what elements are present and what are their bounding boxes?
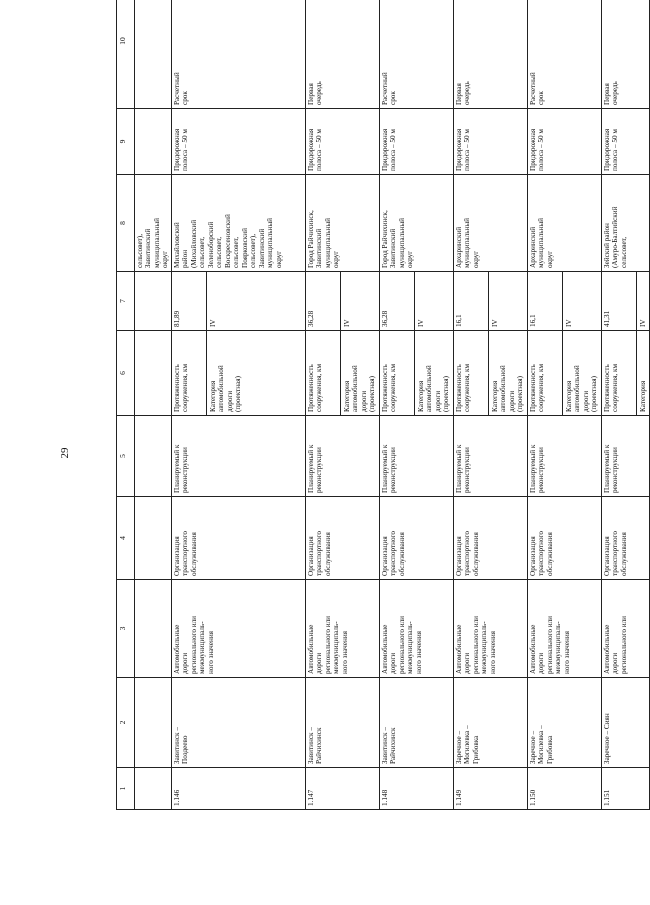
object-name-cell: Заречное – Могилевка – Грибовка [453,678,527,768]
term-cell: Первая очередь [453,0,527,109]
zone-cell: Придорожная полоса – 50 м [171,109,305,175]
object-type-cell: Автомобильные дороги регионального или межмуниципаль- ного значения [171,580,305,678]
table-body [171,0,649,810]
parameter-category: Категория [638,380,647,412]
row-number-cell: 1.149 [453,768,527,810]
status-cell: Планируемый к реконструкции [379,416,453,497]
empty-cell [135,331,172,416]
values-cell [453,272,527,331]
object-name-cell: Завитинск – Райчихинск [379,678,453,768]
object-type-cell: Автомобильные дороги регионального или межмуниципаль- ного значения [527,580,601,678]
value-length: 16,1 [454,272,489,330]
page-number: 29 [59,447,71,459]
parameters-cell [527,331,601,416]
infrastructure-table [116,0,650,810]
object-name-cell: Завитинск – Райчихинск [305,678,379,768]
empty-cell [135,416,172,497]
purpose-cell: Организация транспортного обслуживания [171,497,305,580]
value-category: IV [564,319,573,327]
value-length: 36,28 [306,272,341,330]
empty-cell [135,109,172,175]
parameter-length: Протяженность сооружения, км [454,331,489,415]
values-cell [527,272,601,331]
header-cell: 4 [117,497,135,580]
status-cell: Планируемый к реконструкции [453,416,527,497]
location-cell: Михайловский район (Михайловский сельсовет, Зеленоборский сельсовет, Воскресеновский сельсовет, Поярковский сельсовет), Завитинский муниципальный округ [171,175,305,272]
values-cell [601,272,649,331]
value-length: 36,28 [380,272,415,330]
term-cell: Расчетный срок [527,0,601,109]
object-type-cell: Автомобильные дороги регионального или межмуниципаль- ного значения [379,580,453,678]
object-name-cell: Заречное – Могилевка – Грибовка [527,678,601,768]
continuation-row [135,0,172,810]
parameter-length: Протяженность сооружения, км [528,331,563,415]
parameter-length: Протяженность сооружения, км [380,331,415,415]
object-type-cell: Автомобильные дороги регионального или [601,580,649,678]
header-cell: 8 [117,175,135,272]
location-continuation: сельсовет), Завитинский муниципальный округ [135,175,172,272]
zone-cell: Придорожная полоса – 50 м [527,109,601,175]
parameters-cell [171,331,305,416]
value-length: 16,1 [528,272,563,330]
object-name-cell: Заречное – Сиян [601,678,649,768]
object-type-cell: Автомобильные дороги регионального или межмуниципаль- ного значения [305,580,379,678]
location-cell: Город Райчихинск, Завитинский муниципальный округ [305,175,379,272]
term-cell: Первая очередь [305,0,379,109]
empty-cell [135,272,172,331]
value-category: IV [490,319,499,327]
value-category: IV [342,319,351,327]
empty-cell [135,768,172,810]
header-cell: 10 [117,0,135,109]
table-header-row [117,0,135,810]
empty-cell [135,0,172,109]
zone-cell: Придорожная полоса – 50 м [453,109,527,175]
value-category: IV [416,319,425,327]
header-cell: 1 [117,768,135,810]
header-cell: 2 [117,678,135,768]
term-cell: Расчетный срок [379,0,453,109]
header-cell: 7 [117,272,135,331]
rotated-page-content [116,37,647,810]
purpose-cell: Организация транспортного обслуживания [379,497,453,580]
empty-cell [135,497,172,580]
parameter-length: Протяженность сооружения, км [306,331,341,415]
purpose-cell: Организация транспортного обслуживания [527,497,601,580]
table-row [527,0,601,810]
parameters-cell [601,331,649,416]
status-cell: Планируемый к реконструкции [601,416,649,497]
row-number-cell: 1.147 [305,768,379,810]
parameter-category: Категория автомобильной дороги (проектная) [342,365,377,412]
header-cell: 3 [117,580,135,678]
term-cell: Расчетный срок [171,0,305,109]
empty-cell [135,678,172,768]
object-name-cell: Завитинск – Поздеево [171,678,305,768]
parameter-length: Протяженность сооружения, км [172,331,207,415]
row-number-cell: 1.148 [379,768,453,810]
header-cell: 9 [117,109,135,175]
status-cell: Планируемый к реконструкции [527,416,601,497]
table-row [379,0,453,810]
status-cell: Планируемый к реконструкции [171,416,305,497]
parameter-category: Категория автомобильной дороги (проектная) [208,365,243,412]
parameter-length: Протяженность сооружения, км [602,331,637,415]
value-category: IV [638,319,647,327]
zone-cell: Придорожная полоса – 50 м [379,109,453,175]
empty-cell [135,580,172,678]
purpose-cell: Организация транспортного обслуживания [305,497,379,580]
value-category: IV [208,319,217,327]
parameter-category: Категория автомобильной дороги (проектная) [416,365,451,412]
parameter-category: Категория автомобильной дороги (проектная) [490,365,525,412]
row-number-cell: 1.151 [601,768,649,810]
header-cell: 5 [117,416,135,497]
parameters-cell [305,331,379,416]
zone-cell: Придорожная полоса – 50 м [305,109,379,175]
location-cell: Архаринский муниципальный округ [527,175,601,272]
table-row [453,0,527,810]
table-row [171,0,305,810]
table-row [305,0,379,810]
row-number-cell: 1.146 [171,768,305,810]
term-cell: Первая очередь [601,0,649,109]
purpose-cell: Организация транспортного обслуживания [453,497,527,580]
value-length: 81,89 [172,272,207,330]
row-number-cell: 1.150 [527,768,601,810]
location-cell: Архаринский муниципальный округ [453,175,527,272]
object-type-cell: Автомобильные дороги регионального или межмуниципаль- ного значения [453,580,527,678]
values-cell [171,272,305,331]
table-row [601,0,649,810]
values-cell [379,272,453,331]
value-length: 41,31 [602,272,637,330]
location-cell: Зейский район (Амуро-Балтийский сельсовет, [601,175,649,272]
status-cell: Планируемый к реконструкции [305,416,379,497]
values-cell [305,272,379,331]
location-cell: Город Райчихинск, Завитинский муниципальный округ [379,175,453,272]
parameters-cell [379,331,453,416]
header-cell: 6 [117,331,135,416]
parameter-category: Категория автомобильной дороги (проектная) [564,365,599,412]
zone-cell: Придорожная полоса – 50 м [601,109,649,175]
purpose-cell: Организация транспортного обслуживания [601,497,649,580]
parameters-cell [453,331,527,416]
